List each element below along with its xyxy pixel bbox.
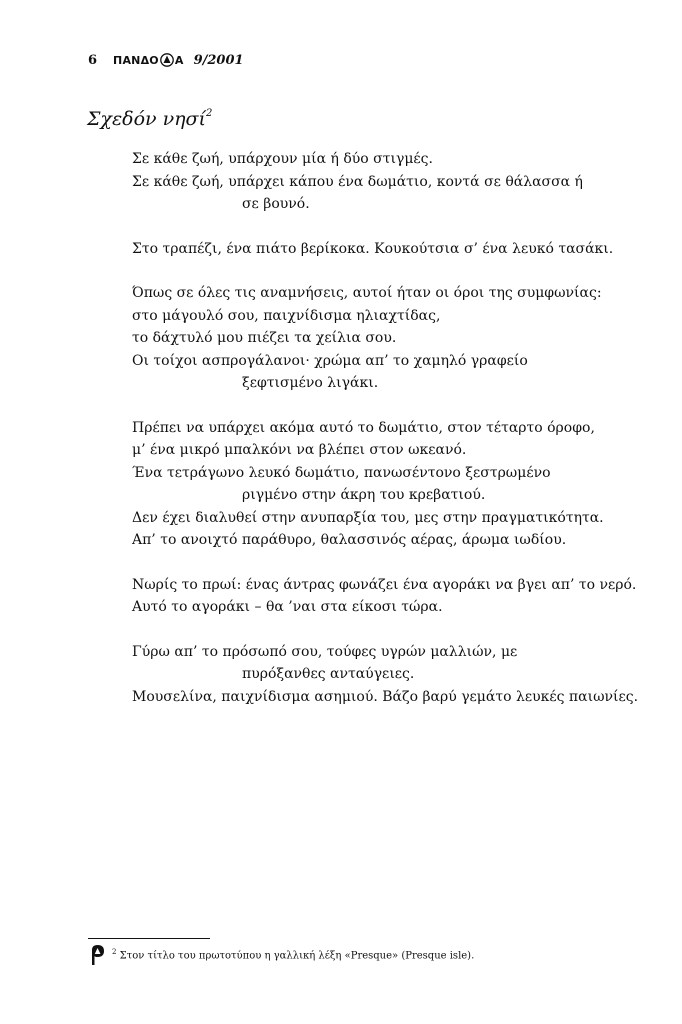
footnote-text (112, 948, 474, 961)
poem-line: σε βουνό. (242, 196, 310, 212)
footnote (88, 944, 474, 966)
footnote-divider (88, 938, 210, 939)
poem-line: Σε κάθε ζωή, υπάρχει κάπου ένα δωμάτιο, κοντά σε θάλασσα ή (132, 173, 583, 190)
logo-emblem-icon (160, 53, 174, 67)
poem-line: Μουσελίνα, παιχνίδισμα ασημιού. Βάζο βαρύ γεμάτο λευκές παιωνίες. (132, 688, 639, 705)
logo-text-right: Α (174, 53, 184, 67)
poem-line: το δάχτυλό μου πιέζει τα χείλια σου. (132, 330, 397, 346)
poem-line: Πρέπει να υπάρχει ακόμα αυτό το δωμάτιο, στον τέταρτο όροφο, (132, 419, 595, 436)
poem-line: Δεν έχει διαλυθεί στην ανυπαρξία του, μες στην πραγματικότητα. (132, 509, 604, 526)
poem-title (87, 108, 212, 130)
title-footnote-ref: 2 (205, 107, 213, 119)
page-number: 6 (88, 52, 98, 68)
poem-line: πυρόξανθες ανταύγειες. (242, 666, 415, 682)
stanza (132, 282, 622, 395)
stanza (132, 238, 622, 261)
poem-line: Ένα τετράγωνο λευκό δωμάτιο, πανωσέντονο ξεστρωμένο (132, 464, 551, 481)
poem-line: Απ’ το ανοιχτό παράθυρο, θαλασσινός αέρας, άρωμα ιωδίου. (132, 532, 567, 548)
stanza (132, 417, 622, 552)
poem-line: στο μάγουλό σου, παιχνίδισμα ηλιαχτίδας, (132, 307, 441, 324)
poem-line: Όπως σε όλες τις αναμνήσεις, αυτοί ήταν οι όροι της συμφωνίας: (132, 285, 602, 301)
footnote-content: Στον τίτλο του πρωτοτύπου η γαλλική λέξη «Presque» (Presque isle). (119, 950, 475, 962)
poem-line: Αυτό το αγοράκι – θα ’ναι στα είκοσι τώρα. (132, 599, 443, 615)
magazine-logo (113, 53, 184, 67)
poem-line: Οι τοίχοι ασπρογάλανοι· χρώμα απ’ το χαμηλό γραφείο (132, 352, 528, 369)
poem-title-text: Σχεδόν νησί (87, 108, 206, 130)
stanza (132, 641, 639, 709)
poem-line: μ’ ένα μικρό μπαλκόνι να βλέπει στον ωκεανό. (132, 442, 467, 458)
poem-line: ριγμένο στην άκρη του κρεβατιού. (242, 487, 486, 503)
footnote-logo-icon (88, 944, 106, 966)
poem-line: Γύρω απ’ το πρόσωπό σου, τούφες υγρών μαλλιών, με (132, 643, 518, 660)
poem-body (132, 148, 639, 730)
poem-line: Στο τραπέζι, ένα πιάτο βερίκοκα. Κουκούτσια σ’ ένα λευκό τασάκι. (132, 240, 614, 257)
poem-line: Νωρίς το πρωί: ένας άντρας φωνάζει ένα αγοράκι να βγει απ’ το νερό. (132, 576, 637, 593)
stanza (132, 148, 622, 216)
footnote-number: 2 (112, 948, 117, 957)
stanza (132, 574, 637, 619)
issue-number: 9/2001 (193, 52, 244, 68)
logo-text-left: ΠΑΝΔΟ (113, 53, 159, 67)
running-header (88, 50, 244, 70)
poem-line: ξεφτισμένο λιγάκι. (242, 375, 379, 391)
poem-line: Σε κάθε ζωή, υπάρχουν μία ή δύο στιγμές. (132, 151, 433, 167)
